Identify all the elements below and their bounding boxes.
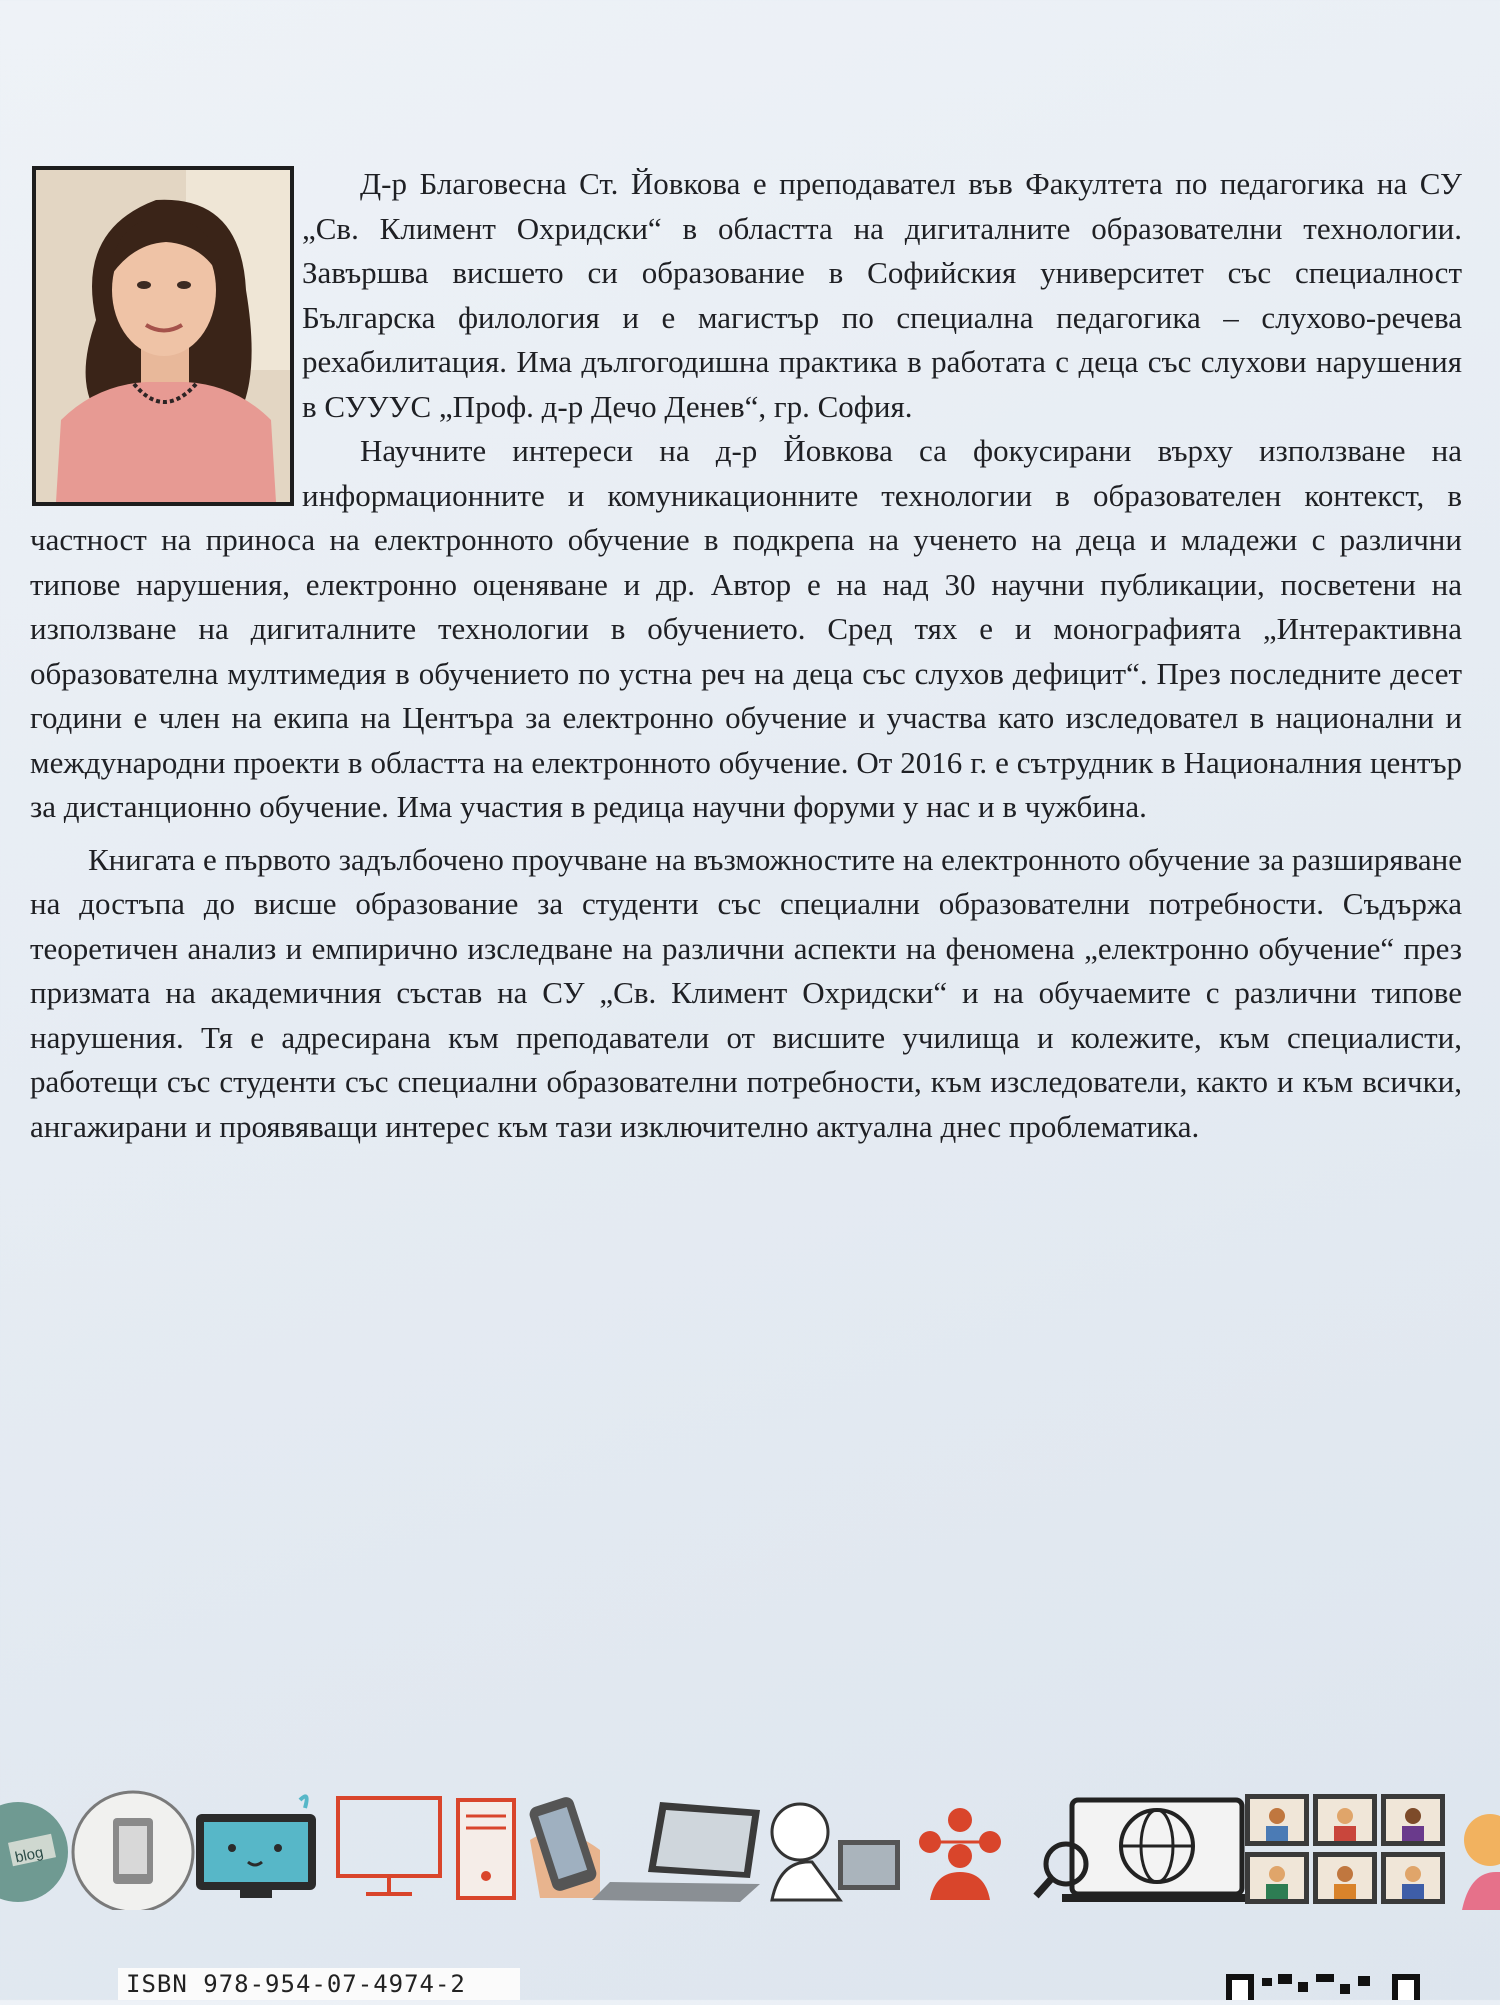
technology-icon-strip: [0, 1780, 1500, 1910]
monitor-face-icon: [196, 1796, 316, 1898]
pc-tower-icon: [458, 1800, 514, 1898]
monitor-icon: [338, 1798, 440, 1894]
isbn-label: ISBN 978-954-07-4974-2: [118, 1968, 520, 2000]
description-text: [30, 162, 1462, 1149]
tablet-icon: [73, 1792, 193, 1910]
research-paragraph: Научните интереси на д-р Йовкова са фокусирани върху използване на информационните и комуникационните технологии в образователен контекст, в частност на приноса на електронното обучение в подкрепа на ученето на деца и младежи с различни типове нарушения, електронно оценяване и др. Автор е на над 30 научни публикации, посветени на използване на дигиталните технологии в обучението. Сред тях е и монографията „Интерактивна образователна мултимедия в обучението по устна реч на деца със слухов дефицит“. През последните десет години е член на екипа на Центъра за електронно обучение и участва като изследовател в национални и международни проекти в областта на електронното обучение. От 2016 г. е сътрудник в Националния център за дистанционно обучение. Има участия в редица научни форуми у нас и в чужбина.: [30, 433, 1462, 824]
network-people-icon: [919, 1808, 1001, 1900]
magnifier-globe-icon: [1036, 1800, 1252, 1902]
smartphone-icon: [528, 1795, 600, 1898]
author-bio-paragraph: Д-р Благовесна Ст. Йовкова е преподавател във Факултета по педагогика на СУ „Св. Климент Охридски“ в областта на дигиталните образователни технологии. Завършва висшето си образование в Софийския университет със специалност Българска филология и е магистър по специална педагогика – слухово-речева рехабилитация. Има дългогодишна практика в работата с деца със слухови нарушения в СУУУС „Проф. д-р Дечо Денев“, гр. София.: [302, 166, 1462, 424]
video-conference-icon: [1245, 1794, 1445, 1904]
qr-code: [1226, 1970, 1426, 2000]
blog-label: blog: [13, 1843, 45, 1867]
book-summary-paragraph: Книгата е първото задълбочено проучване на възможностите на електронното обучение за разширяване на достъпа до висше образование за студенти със специални образователни потребности. Съдържа теоретичен анализ и емпирично изследване на различни аспекти на феномена „електронно обучение“ през призмата на академичния състав на СУ „Св. Климент Охридски“ и на обучаемите с различни типове нарушения. Тя е адресирана към преподаватели от висшите училища и колежите, към специалисти, работещи със студенти със специални образователни потребности, към изследователи, както и към всички, ангажирани и проявяващи интерес към тази изключително актуална днес проблематика.: [30, 841, 1462, 1144]
person-icon: [1462, 1814, 1500, 1910]
blog-icon: [0, 1802, 68, 1902]
laptop-icon: [592, 1802, 760, 1902]
person-laptop-icon: [772, 1804, 900, 1900]
